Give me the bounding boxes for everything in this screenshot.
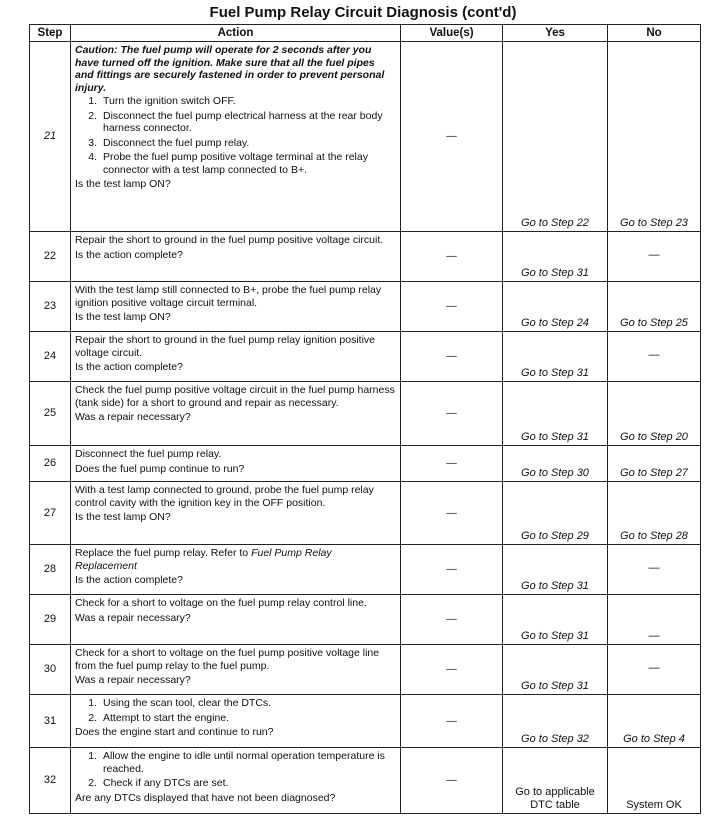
no-cell: Go to Step 25 [608, 282, 701, 332]
table-row [30, 595, 701, 645]
no-cell: Go to Step 28 [608, 482, 701, 545]
action-cell [71, 695, 401, 748]
table-row [30, 332, 701, 382]
value-cell: — [401, 645, 503, 695]
action-text: With the test lamp still connected to B+, probe the fuel pump relay ignition positive voltage circuit terminal. [75, 284, 382, 309]
action-cell [71, 482, 401, 545]
yes-cell: Go to Step 30 [503, 446, 608, 482]
action-text: Check for a short to voltage on the fuel pump relay control line. [75, 597, 367, 609]
action-cell [71, 545, 401, 595]
question-text: Was a repair necessary? [75, 411, 191, 423]
action-cell [71, 42, 401, 232]
action-text: Check the fuel pump positive voltage circuit in the fuel pump harness (tank side) for a short to ground and repair as necessary. [75, 384, 395, 409]
table-row [30, 232, 701, 282]
value-cell: — [401, 595, 503, 645]
action-text: Disconnect the fuel pump relay. [75, 448, 222, 460]
table-header-row [30, 25, 701, 42]
question-text: Does the engine start and continue to run? [75, 726, 274, 738]
table-row [30, 695, 701, 748]
action-cell [71, 382, 401, 446]
table-row [30, 748, 701, 814]
header-step: Step [30, 25, 71, 42]
header-no: No [608, 25, 701, 42]
table-row [30, 482, 701, 545]
procedure-reference: Fuel Pump Relay Replacement [75, 547, 332, 572]
value-cell: — [401, 42, 503, 232]
no-cell: — [608, 332, 701, 382]
step-number: 29 [30, 595, 71, 645]
step-number: 28 [30, 545, 71, 595]
action-text: Check for a short to voltage on the fuel pump positive voltage line from the fuel pump relay to the fuel pump. [75, 647, 380, 672]
diagnosis-table [29, 24, 701, 814]
yes-cell: Go to Step 31 [503, 645, 608, 695]
step-number: 26 [30, 446, 71, 482]
action-cell [71, 282, 401, 332]
step-number: 32 [30, 748, 71, 814]
question-text: Was a repair necessary? [75, 674, 191, 686]
action-cell [71, 595, 401, 645]
yes-cell: Go to Step 31 [503, 382, 608, 446]
action-text: Repair the short to ground in the fuel pump positive voltage circuit. [75, 234, 384, 246]
action-cell [71, 645, 401, 695]
no-cell: Go to Step 27 [608, 446, 701, 482]
header-yes: Yes [503, 25, 608, 42]
no-cell: Go to Step 20 [608, 382, 701, 446]
question-text: Are any DTCs displayed that have not been diagnosed? [75, 791, 336, 804]
value-cell: — [401, 748, 503, 814]
yes-cell: Go to Step 32 [503, 695, 608, 748]
no-cell: Go to Step 23 [608, 42, 701, 232]
yes-cell: Go to applicable DTC table [503, 748, 608, 814]
value-cell: — [401, 695, 503, 748]
action-cell [71, 332, 401, 382]
action-cell [71, 748, 401, 814]
question-text: Is the action complete? [75, 574, 183, 586]
question-text: Is the action complete? [75, 248, 183, 261]
table-row [30, 645, 701, 695]
value-cell: — [401, 382, 503, 446]
question-text: Was a repair necessary? [75, 611, 191, 624]
action-cell [71, 232, 401, 282]
action-text: Repair the short to ground in the fuel pump relay ignition positive voltage circuit. [75, 334, 376, 359]
value-cell: — [401, 332, 503, 382]
list-item: 1. Turn the ignition switch OFF. [88, 95, 236, 107]
table-row [30, 545, 701, 595]
step-number: 21 [30, 42, 71, 232]
value-cell: — [401, 446, 503, 482]
step-number: 24 [30, 332, 71, 382]
question-text: Does the fuel pump continue to run? [75, 462, 245, 475]
yes-cell: Go to Step 31 [503, 232, 608, 282]
question-text: Is the test lamp ON? [75, 178, 171, 190]
page-title: Fuel Pump Relay Circuit Diagnosis (cont'd) [209, 4, 517, 21]
yes-cell: Go to Step 31 [503, 595, 608, 645]
step-number: 22 [30, 232, 71, 282]
action-text [75, 547, 396, 572]
table-row [30, 42, 701, 232]
step-number: 23 [30, 282, 71, 332]
yes-cell: Go to Step 31 [503, 545, 608, 595]
list-item: 2. Check if any DTCs are set. [88, 777, 229, 789]
action-text: With a test lamp connected to ground, probe the fuel pump relay control cavity with the ignition key in the OFF position. [75, 484, 374, 509]
question-text: Is the test lamp ON? [75, 511, 171, 523]
list-item: 2. Disconnect the fuel pump electrical harness at the rear body harness connector. [88, 109, 383, 134]
yes-cell: Go to Step 22 [503, 42, 608, 232]
step-number: 27 [30, 482, 71, 545]
value-cell: — [401, 482, 503, 545]
step-number: 25 [30, 382, 71, 446]
no-cell: Go to Step 4 [608, 695, 701, 748]
question-text: Is the test lamp ON? [75, 311, 171, 323]
value-cell: — [401, 545, 503, 595]
no-cell: — [608, 645, 701, 695]
no-cell: — [608, 545, 701, 595]
list-item: 1. Using the scan tool, clear the DTCs. [88, 697, 272, 709]
yes-cell: Go to Step 31 [503, 332, 608, 382]
table-row [30, 282, 701, 332]
table-row [30, 382, 701, 446]
table-row [30, 446, 701, 482]
value-cell: — [401, 232, 503, 282]
yes-cell: Go to Step 24 [503, 282, 608, 332]
step-number: 30 [30, 645, 71, 695]
list-item: 2. Attempt to start the engine. [88, 711, 230, 724]
caution-text: Caution: The fuel pump will operate for 2 seconds after you have turned off the ignition. Make sure that all the fuel pipes and fittings are securely fastened in order to prevent personal injury. [75, 44, 385, 94]
no-cell: — [608, 595, 701, 645]
yes-cell: Go to Step 29 [503, 482, 608, 545]
question-text: Is the action complete? [75, 361, 183, 373]
header-action: Action [71, 25, 401, 42]
list-item: 4. Probe the fuel pump positive voltage terminal at the relay connector with a test lamp connected to B+. [88, 151, 368, 176]
action-text-lead: Replace the fuel pump relay. Refer to [75, 547, 252, 559]
no-cell: — [608, 232, 701, 282]
list-item: 1. Allow the engine to idle until normal operation temperature is reached. [88, 750, 385, 775]
no-cell: System OK [608, 748, 701, 814]
action-cell [71, 446, 401, 482]
list-item: 3. Disconnect the fuel pump relay. [88, 136, 250, 149]
value-cell: — [401, 282, 503, 332]
header-values: Value(s) [401, 25, 503, 42]
step-number: 31 [30, 695, 71, 748]
